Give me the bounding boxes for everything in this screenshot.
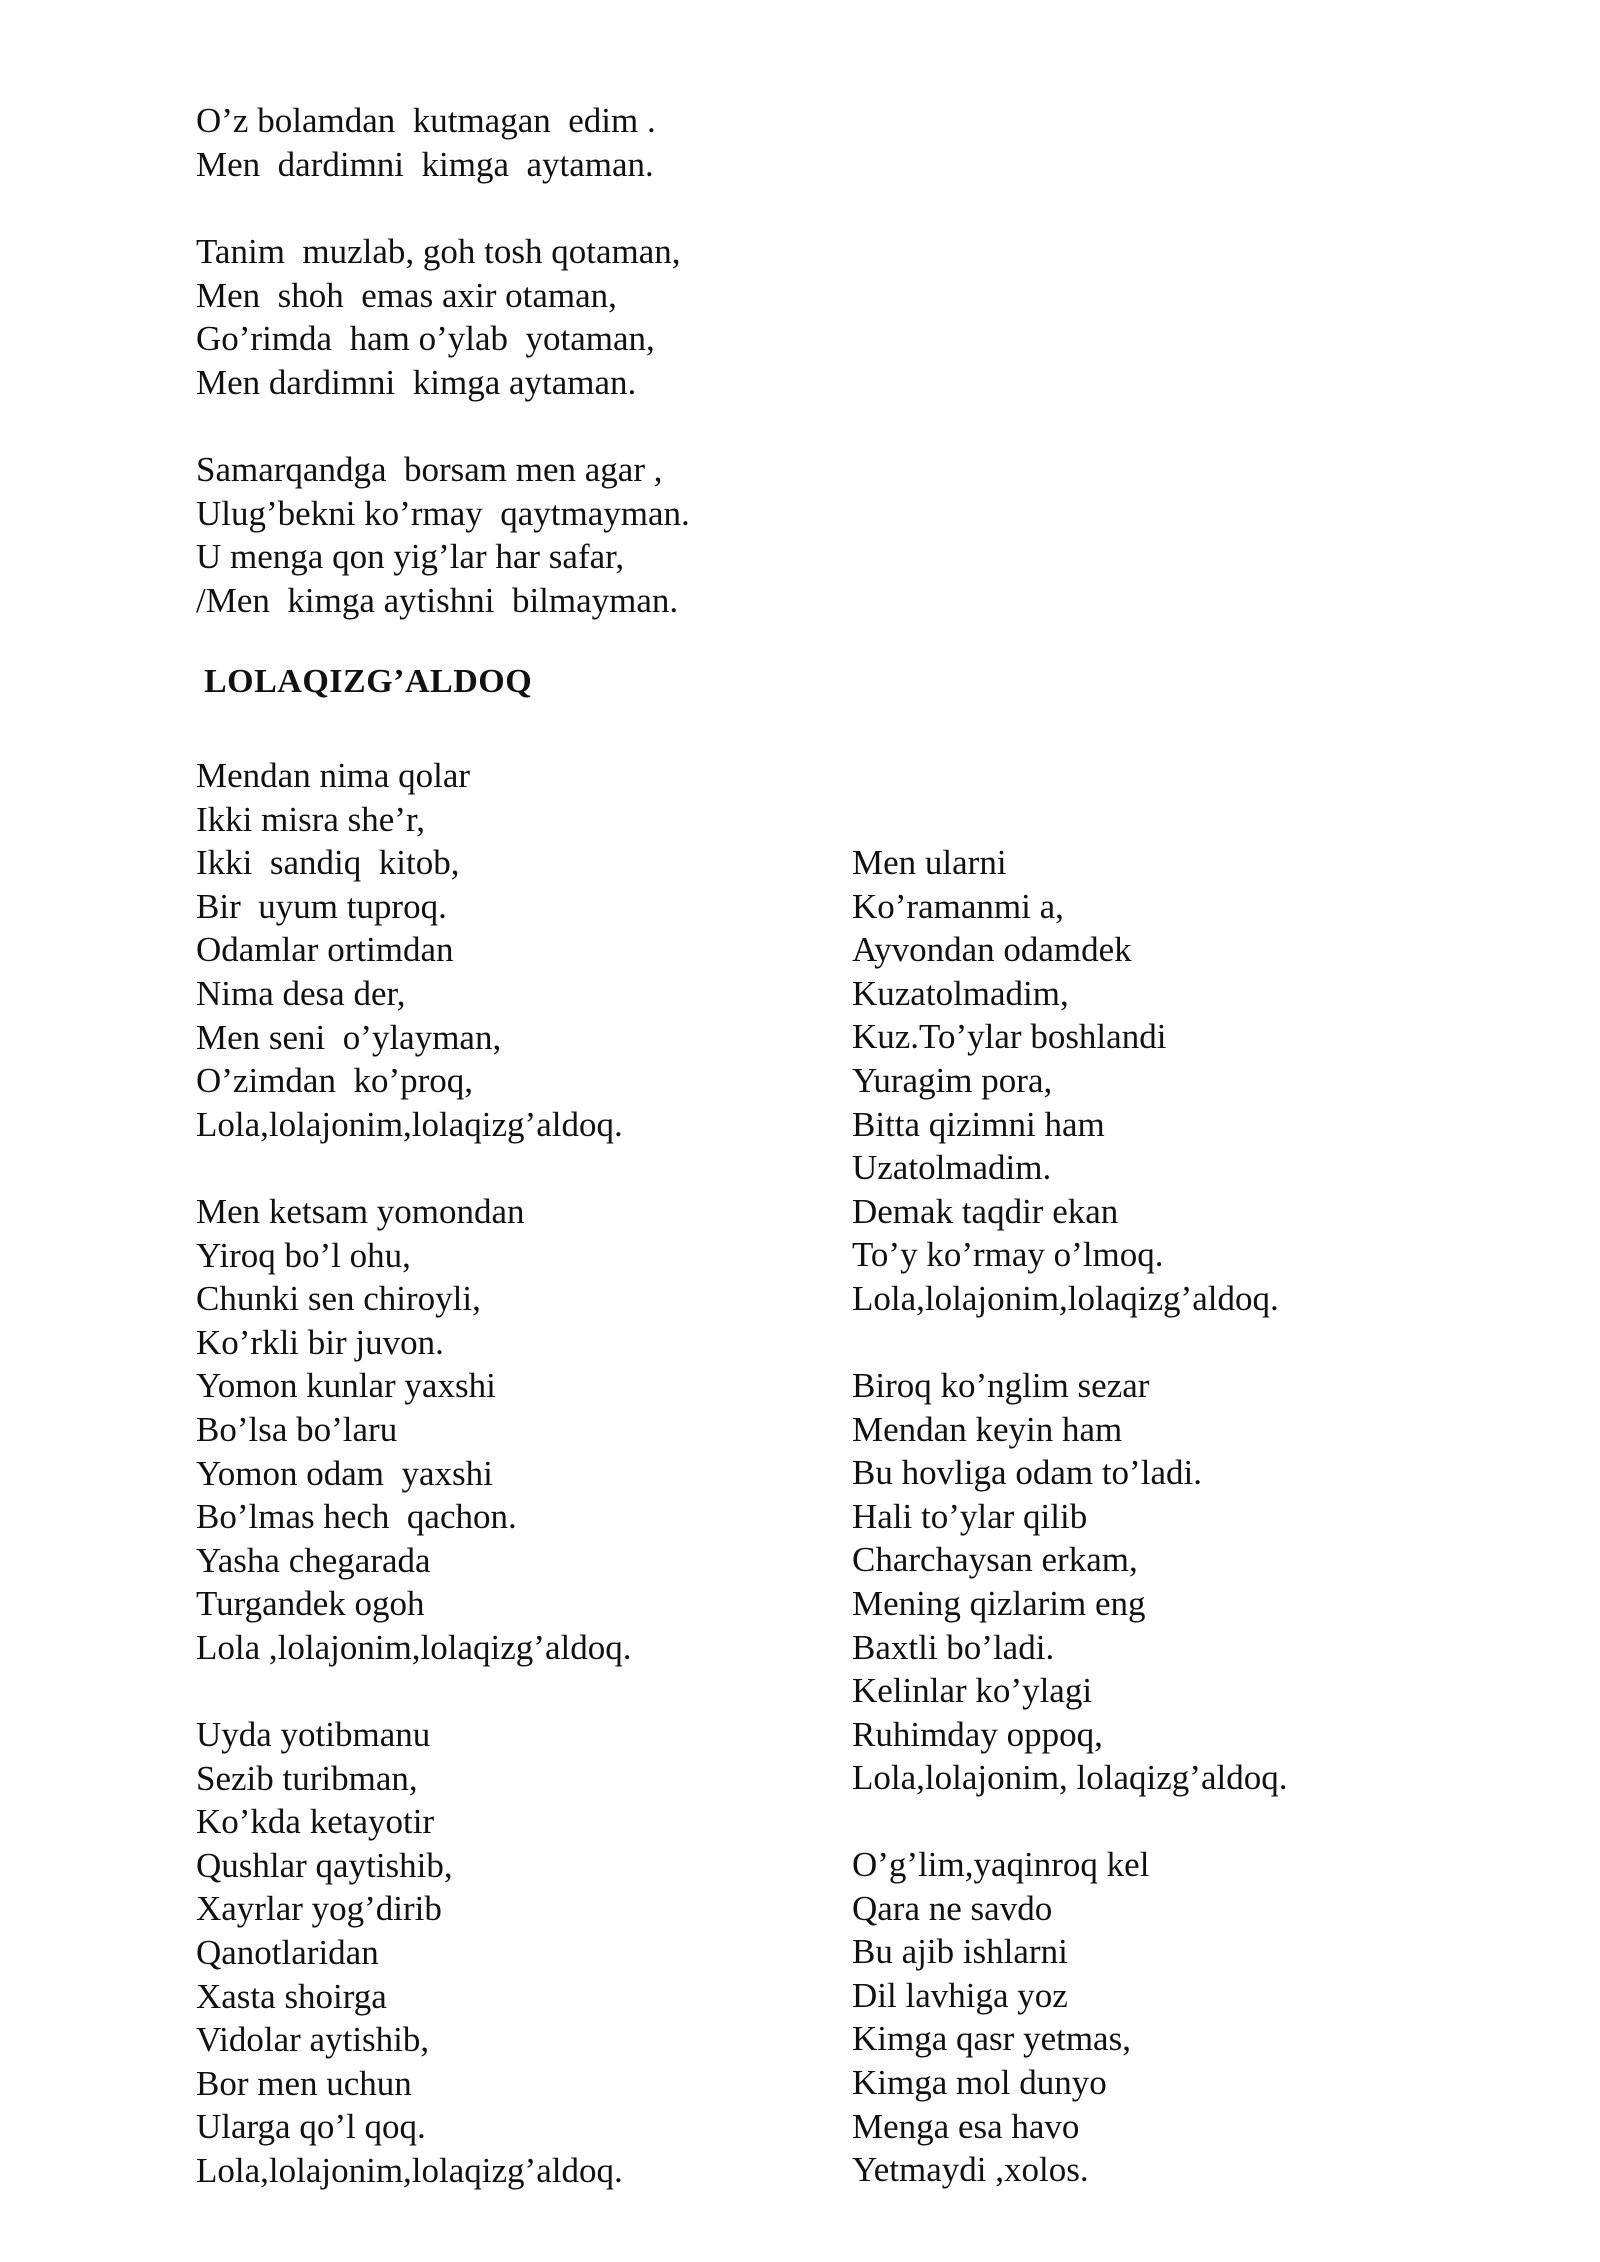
poem-line: Yuragim pora,	[852, 1060, 1053, 1100]
poem-line: Kuzatolmadim,	[852, 973, 1069, 1013]
poem-line: Kimga qasr yetmas,	[852, 2019, 1131, 2059]
poem-line: Charchaysan erkam,	[852, 1540, 1138, 1580]
poem-line: Ikki sandiq kitob,	[196, 843, 460, 883]
poem-line: Samarqandga borsam men agar ,	[196, 450, 663, 489]
poem-line: Go’rimda ham o’ylab yotaman,	[196, 319, 655, 359]
poem-line: Lola,lolajonim,lolaqizg’aldoq.	[852, 1278, 1279, 1318]
poem-line: Chunki sen chiroyli,	[196, 1279, 481, 1319]
poem-line: Men shoh emas axir otaman,	[196, 275, 617, 315]
poem-line: Bo’lmas hech qachon.	[196, 1497, 517, 1537]
poem-line: Lola,lolajonim,lolaqizg’aldoq.	[196, 2150, 623, 2190]
poem-title: LOLAQIZG’ALDOQ	[204, 663, 533, 700]
poem-line: Bor men uchun	[196, 2063, 412, 2103]
poem-line: O’z bolamdan kutmagan edim .	[196, 101, 656, 140]
right-stanza-3	[852, 1843, 1149, 2192]
top-stanza-3	[196, 448, 690, 622]
poem-line: Xayrlar yog’dirib	[196, 1889, 442, 1929]
poem-line: Ko’kda ketayotir	[196, 1802, 435, 1842]
poem-line: Menga esa havo	[852, 2106, 1080, 2146]
poem-line: Men ularni	[852, 843, 1007, 882]
poem-line: Ikki misra she’r,	[196, 799, 425, 839]
poem-line: Ruhimday oppoq,	[852, 1714, 1103, 1754]
poem-line: Mening qizlarim eng	[852, 1583, 1146, 1623]
poem-line: Ko’ramanmi a,	[852, 886, 1064, 926]
poem-line: Ko’rkli bir juvon.	[196, 1322, 444, 1362]
right-stanza-2	[852, 1364, 1287, 1800]
poem-line: Tanim muzlab, goh tosh qotaman,	[196, 232, 681, 271]
poem-line: Yetmaydi ,xolos.	[852, 2150, 1089, 2190]
poem-line: Bitta qizimni ham	[852, 1104, 1105, 1144]
poem-line: Men ketsam yomondan	[196, 1192, 525, 1231]
poem-line: Hali to’ylar qilib	[852, 1496, 1088, 1536]
poem-line: Sezib turibman,	[196, 1758, 418, 1798]
poem-line: Lola ,lolajonim,lolaqizg’aldoq.	[196, 1627, 632, 1667]
poem-line: Bir uyum tuproq.	[196, 886, 447, 926]
poem-line: Baxtli bo’ladi.	[852, 1627, 1055, 1667]
poem-line: Mendan keyin ham	[852, 1409, 1123, 1449]
poem-line: Bu ajib ishlarni	[852, 1932, 1068, 1972]
poem-line: Uyda yotibmanu	[196, 1715, 431, 1754]
poem-line: Xasta shoirga	[196, 1976, 387, 2016]
top-stanza-2	[196, 230, 681, 404]
poem-line: Ularga qo’l qoq.	[196, 2107, 426, 2147]
poem-line: Uzatolmadim.	[852, 1148, 1052, 1188]
poem-line: Bu hovliga odam to’ladi.	[852, 1453, 1202, 1493]
poem-line: O’zimdan ko’proq,	[196, 1061, 474, 1101]
poem-line: Ayvondan odamdek	[852, 930, 1132, 970]
poem-line: Lola,lolajonim,lolaqizg’aldoq.	[196, 1104, 623, 1144]
poem-line: Qushlar qaytishib,	[196, 1845, 453, 1885]
poem-line: Qara ne savdo	[852, 1888, 1053, 1928]
poem-line: Turgandek ogoh	[196, 1584, 425, 1624]
poem-line: Qanotlaridan	[196, 1932, 379, 1972]
poem-line: /Men kimga aytishni bilmayman.	[196, 580, 679, 620]
poem-line: Bo’lsa bo’laru	[196, 1409, 398, 1449]
poem-line: O’g’lim,yaqinroq kel	[852, 1845, 1150, 1884]
poem-line: Dil lavhiga yoz	[852, 1975, 1068, 2015]
poem-line: Men seni o’ylayman,	[196, 1017, 502, 1057]
poem-line: Odamlar ortimdan	[196, 930, 454, 970]
right-stanza-1	[852, 841, 1279, 1321]
left-stanza-3	[196, 1713, 623, 2193]
poem-line: Ulug’bekni ko’rmay qaytmayman.	[196, 493, 690, 533]
poem-line: Mendan nima qolar	[196, 756, 471, 795]
poem-line: Yasha chegarada	[196, 1540, 431, 1580]
poem-line: Men dardimni kimga aytaman.	[196, 362, 637, 402]
poem-line: Yomon odam yaxshi	[196, 1453, 493, 1493]
poem-line: Kuz.To’ylar boshlandi	[852, 1017, 1167, 1057]
poem-line: Kimga mol dunyo	[852, 2062, 1107, 2102]
poem-line: Biroq ko’nglim sezar	[852, 1366, 1150, 1405]
poem-line: To’y ko’rmay o’lmoq.	[852, 1235, 1164, 1275]
poem-line: Yiroq bo’l ohu,	[196, 1235, 411, 1275]
poem-line: Vidolar aytishib,	[196, 2020, 430, 2060]
poem-line: Yomon kunlar yaxshi	[196, 1366, 496, 1406]
left-stanza-1	[196, 754, 623, 1146]
poem-line: Lola,lolajonim, lolaqizg’aldoq.	[852, 1758, 1288, 1798]
poem-line: U menga qon yig’lar har safar,	[196, 537, 625, 577]
poem-line: Demak taqdir ekan	[852, 1191, 1119, 1231]
poem-line: Men dardimni kimga aytaman.	[196, 144, 654, 184]
poem-line: Kelinlar ko’ylagi	[852, 1671, 1093, 1711]
poem-line: Nima desa der,	[196, 973, 406, 1013]
top-stanza-1	[196, 99, 656, 186]
left-stanza-2	[196, 1190, 631, 1670]
